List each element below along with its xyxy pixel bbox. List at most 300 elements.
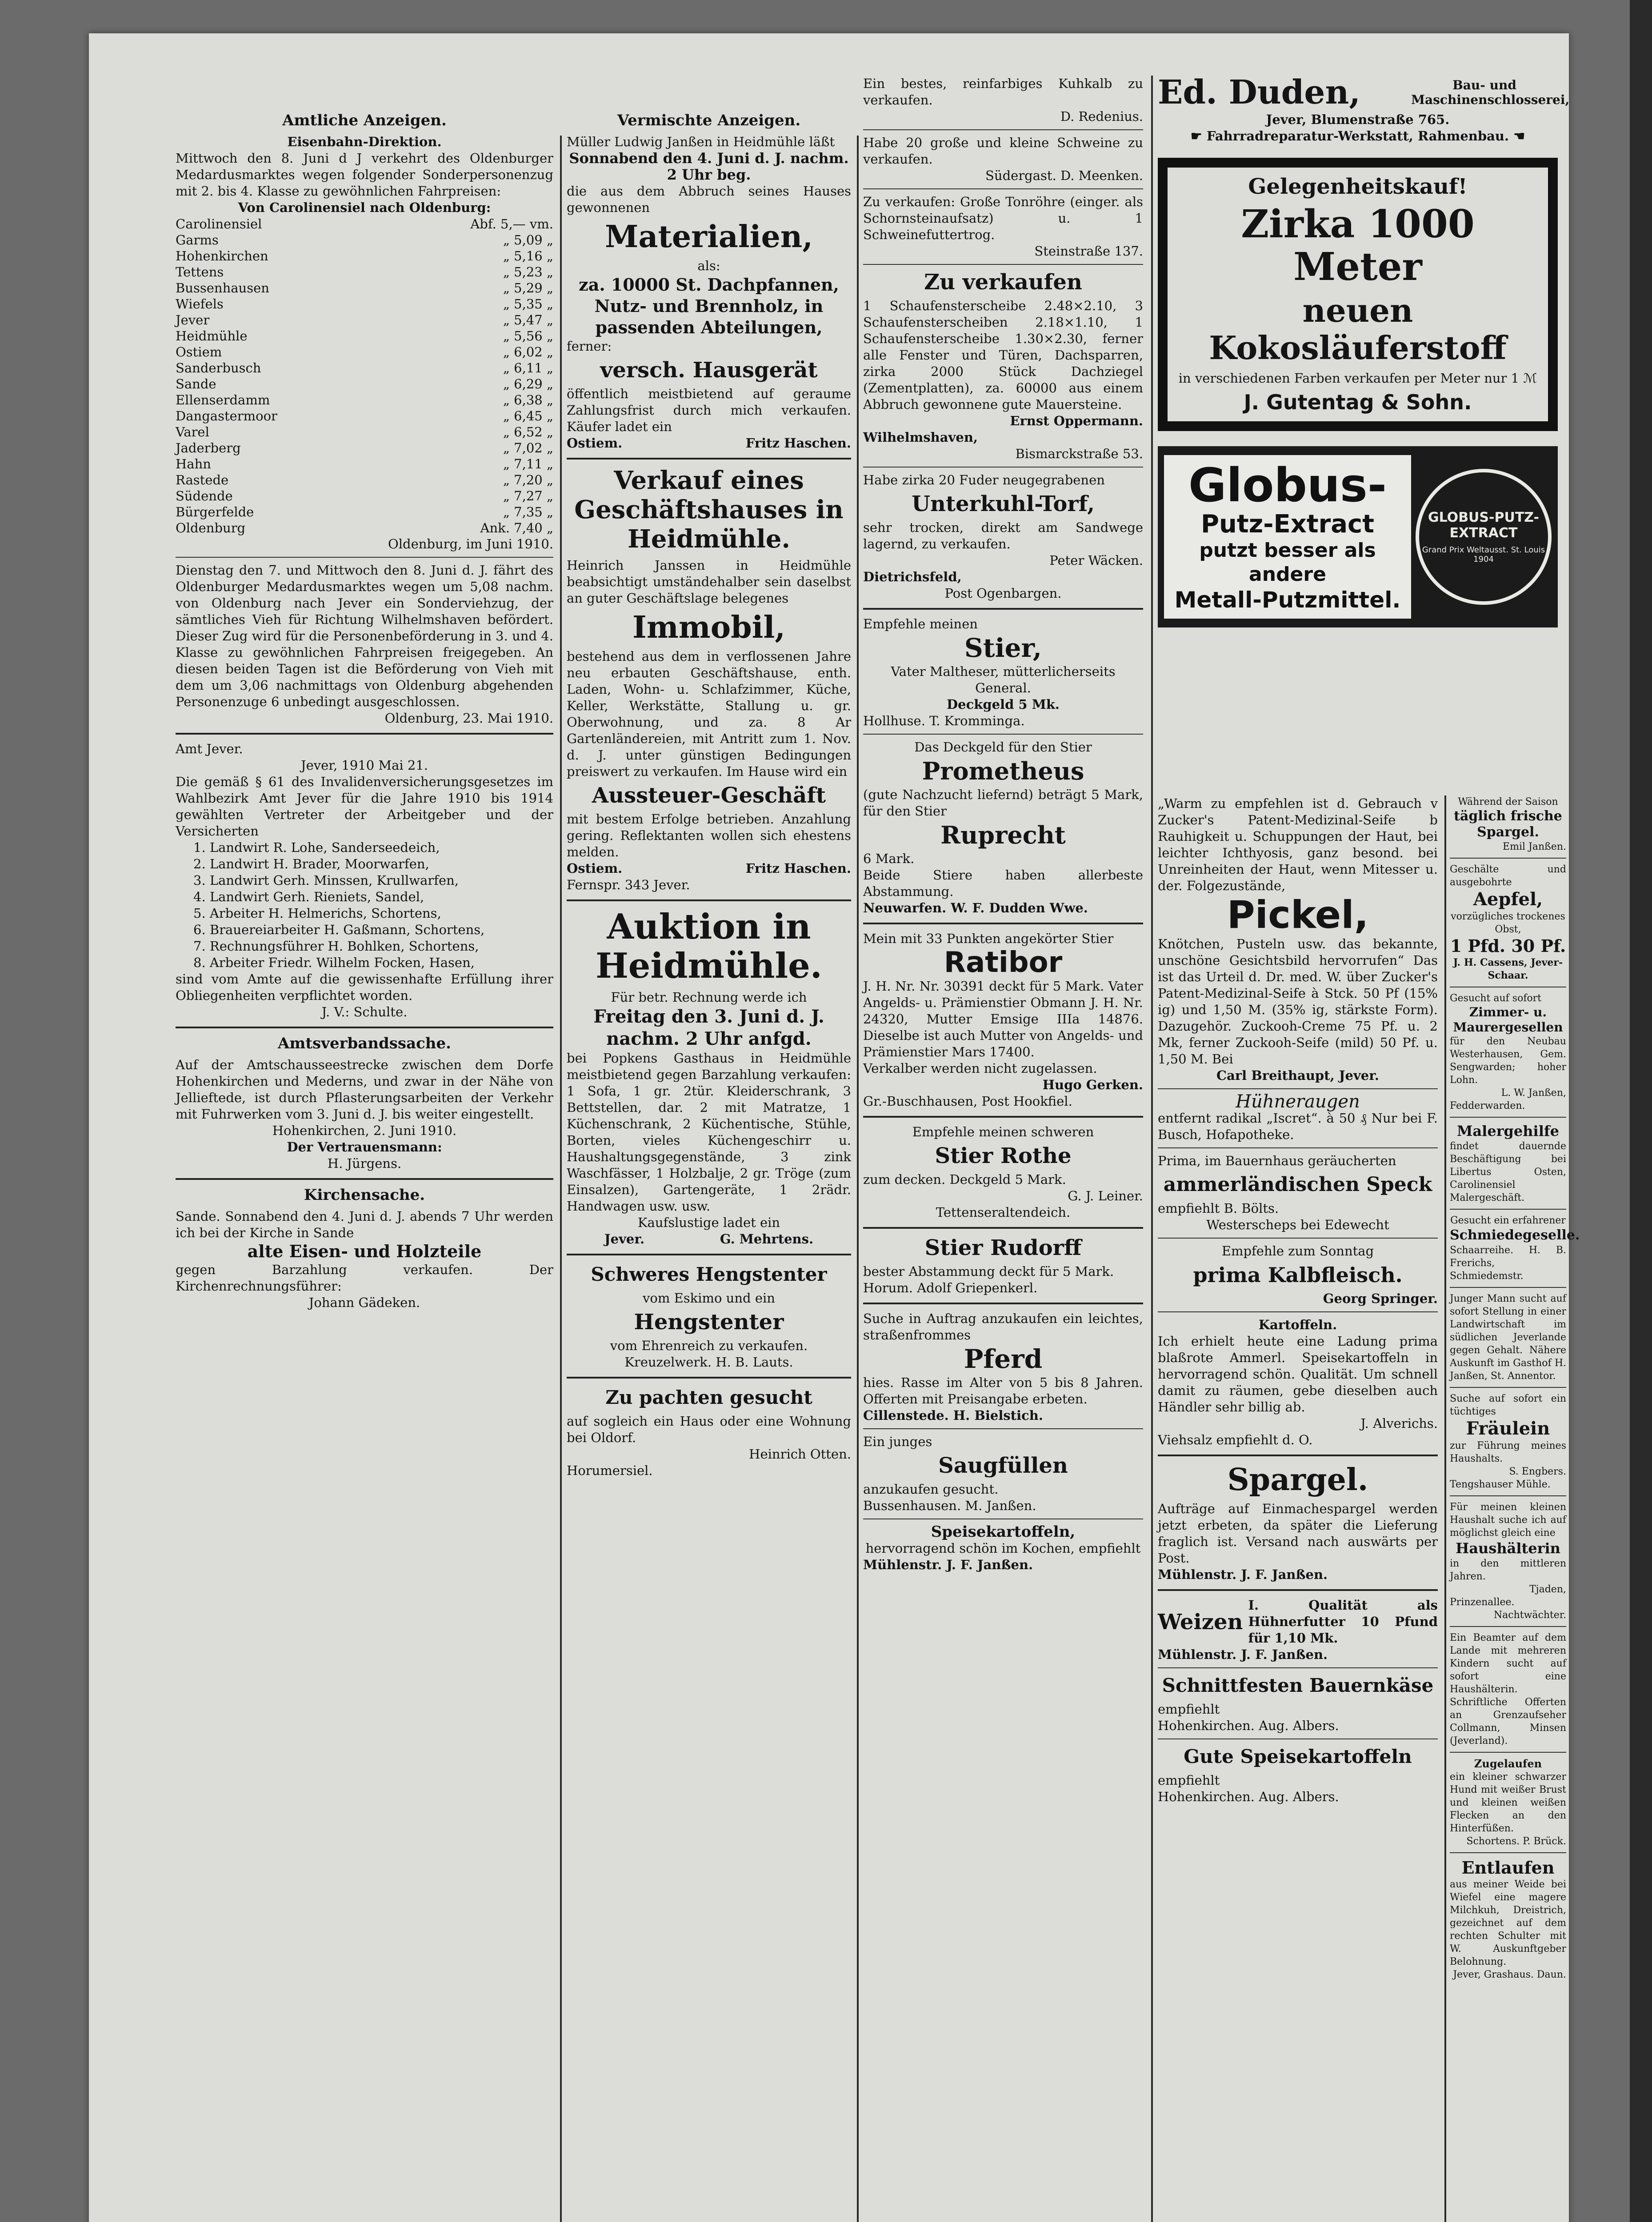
- station-name: Garms: [176, 232, 219, 248]
- ad-sign: Bussenhausen. M. Janßen.: [863, 1498, 1036, 1513]
- ad-sign: Hugo Gerken.: [1042, 1077, 1143, 1092]
- divider: [176, 1027, 553, 1028]
- ad-text: für den Neubau Westerhausen, Gem. Sengwarden; hoher Lohn.: [1450, 1036, 1566, 1086]
- ad-text: Ein bestes, reinfarbiges Kuhkalb zu verkaufen.: [863, 76, 1143, 108]
- ad-title: Zimmer- u. Maurergesellen: [1453, 1005, 1563, 1035]
- sign-name: Fritz Haschen.: [745, 436, 851, 451]
- station-time: „ 6,29 „: [503, 376, 553, 392]
- ad-text: ferner:: [567, 339, 612, 354]
- rail2-date: Oldenburg, 23. Mai 1910.: [384, 711, 553, 726]
- ad-sign: Jever, Grashaus. Daun.: [1453, 1969, 1566, 1980]
- ad-place: Viehsalz empfiehlt d. O.: [1158, 1432, 1313, 1447]
- ad-place: Tettenseraltendeich.: [936, 1205, 1071, 1220]
- station-name: Ellenserdamm: [176, 392, 270, 408]
- ad-sign: Schaarreihe. H. B. Frerichs, Schmiedemstr.: [1450, 1245, 1566, 1282]
- station-name: Dangastermoor: [176, 408, 277, 424]
- station-time: „ 5,29 „: [503, 280, 553, 296]
- timetable-row: [176, 264, 553, 280]
- ad-title: Entlaufen: [1461, 1858, 1555, 1878]
- divider: [863, 264, 1143, 265]
- ad-title: Schweres Hengstenter: [591, 1263, 827, 1285]
- ad-items: za. 10000 St. Dachpfannen, Nutz- und Brennholz, in passenden Abteilungen,: [579, 275, 839, 337]
- duden-name: Ed. Duden,: [1158, 73, 1361, 112]
- sign-place: Ostiem.: [567, 861, 623, 876]
- list-item: 2. Landwirt H. Brader, Moorwarfen,: [193, 856, 429, 871]
- ad-sign: Ernst Oppermann.: [1010, 413, 1143, 428]
- ad-text: hies. Rasse im Alter von 5 bis 8 Jahren. Offerten mit Preisangabe erbeten.: [863, 1375, 1143, 1407]
- divider: [863, 1116, 1143, 1118]
- list-item: 4. Landwirt Gerh. Rieniets, Sandel,: [193, 889, 424, 904]
- ad-title: Pickel,: [1227, 893, 1369, 937]
- timetable-row: [176, 376, 553, 392]
- station-time: „ 5,56 „: [503, 328, 553, 344]
- divider: [863, 467, 1143, 468]
- divider: [863, 734, 1143, 735]
- station-time: „ 7,02 „: [503, 440, 553, 456]
- ad-title: Zugelaufen: [1474, 1757, 1542, 1770]
- divider: [1450, 1387, 1566, 1388]
- ad-text: Das Deckgeld für den Stier: [914, 739, 1092, 755]
- amt-close: sind vom Amte auf die gewissenhafte Erfüllung ihrer Obliegenheiten verpflichtet worden.: [176, 971, 553, 1003]
- ad-sign: Cillenstede. H. Bielstich.: [863, 1408, 1043, 1423]
- ad-sign: L. W. Janßen,: [1501, 1087, 1566, 1099]
- station-name: Oldenburg: [176, 520, 246, 536]
- divider: [863, 129, 1143, 130]
- ad-sign: Georg Springer.: [1323, 1291, 1438, 1306]
- station-time: „ 6,52 „: [503, 424, 553, 440]
- ad-text: als:: [697, 258, 720, 273]
- ad-post: Post Ogenbargen.: [944, 586, 1062, 601]
- ad-text: Gesucht ein erfahrener: [1450, 1215, 1566, 1226]
- timetable-row: [176, 360, 553, 376]
- route-title: Von Carolinensiel nach Oldenburg:: [238, 200, 491, 215]
- column-4-ads: [1158, 795, 1438, 1805]
- globus-ad: [1158, 446, 1558, 627]
- duden-ad: [1158, 73, 1570, 112]
- ad-text: Ich erhielt heute eine Ladung prima blaßrote Ammerl. Speisekartoffeln in hervorragend schön. Qualität. Um schnell damit zu räumen, gebe dieselben auch Händler sehr billig ab.: [1158, 1334, 1438, 1415]
- ad-title: Auktion in Heidmühle.: [596, 907, 822, 986]
- timetable-row: [176, 248, 553, 264]
- timetable-row: [176, 280, 553, 296]
- sign-place: Ostiem.: [567, 436, 623, 451]
- duden-addr: Jever, Blumenstraße 765.: [1266, 112, 1450, 127]
- av-sign1: Der Vertrauensmann:: [287, 1139, 442, 1155]
- station-time: „ 6,45 „: [503, 408, 553, 424]
- ad-text: Kaufslustige ladet ein: [637, 1215, 780, 1230]
- ad-text: die aus dem Abbruch seines Hauses gewonnenen: [567, 184, 851, 215]
- ks-header: Kirchensache.: [304, 1186, 425, 1204]
- av-header: Amtsverbandssache.: [277, 1035, 451, 1052]
- station-time: „ 7,20 „: [503, 472, 553, 488]
- amt-header: Amt Jever.: [176, 741, 243, 756]
- ad-text: I. Qualität als Hühnerfutter 10 Pfund für 1,10 Mk.: [1248, 1598, 1438, 1646]
- station-name: Bussenhausen: [176, 280, 269, 296]
- ad-place: Dietrichsfeld,: [863, 569, 962, 584]
- ad-sign: J. H. Cassens, Jever-Schaar.: [1453, 957, 1563, 981]
- ad-text: anzukaufen gesucht.: [863, 1482, 999, 1497]
- ad-sign: Hohenkirchen. Aug. Albers.: [1158, 1718, 1339, 1733]
- column-rule: [1151, 76, 1153, 2222]
- ad-title: Pferd: [964, 1344, 1043, 1374]
- ad-sign: G. J. Leiner.: [1068, 1188, 1143, 1203]
- amt-date: Jever, 1910 Mai 21.: [300, 758, 428, 773]
- ad-place: Wilhelmshaven,: [863, 430, 978, 445]
- duden-sub: Bau- und Maschinenschlosserei,: [1411, 78, 1570, 107]
- gel-line1: Zirka 1000 Meter: [1241, 202, 1475, 289]
- list-item: 3. Landwirt Gerh. Minssen, Krullwarfen,: [193, 873, 459, 888]
- hand-pointer-icon: ☚: [1509, 128, 1525, 144]
- ad-sign: Mühlenstr. J. F. Janßen.: [863, 1557, 1033, 1572]
- column-vermischte-anzeigen: [567, 109, 851, 1479]
- divider: [863, 608, 1143, 610]
- ad-title: Gute Speisekartoffeln: [1184, 1746, 1412, 1767]
- ad-title: täglich frische Spargel.: [1454, 808, 1562, 840]
- sign-name: Fritz Haschen.: [745, 861, 851, 876]
- ad-text: entfernt radikal „Iscret“. à 50 ₰ Nur bei F. Busch, Hofapotheke.: [1158, 1111, 1438, 1142]
- ad-title: ammerländischen Speck: [1163, 1173, 1432, 1196]
- timetable-row: [176, 344, 553, 360]
- ad-text: bestehend aus dem in verflossenen Jahre neu erbauten Geschäftshause, enth. Laden, Wohn- u. Schlafzimmer, Küche, Keller, Werkstätte, Stallung u. gr. Oberwohnung, und za. 8 Ar Gartenländereien, mit Antritt zum 1. Nov. d. J. unter günstigen Bedingungen preiswert zu verkaufen. Im Hause wird ein: [567, 649, 851, 779]
- station-time: „ 7,11 „: [503, 456, 553, 472]
- ad-sign: S. Engbers.: [1509, 1466, 1566, 1477]
- section-header: Amtliche Anzeigen.: [282, 112, 447, 129]
- ad-title: 1 Pfd. 30 Pf.: [1450, 936, 1566, 956]
- timetable-row: [176, 232, 553, 248]
- ad-text: Geschälte und ausgebohrte: [1450, 864, 1566, 888]
- rail-header: Eisenbahn-Direktion.: [287, 134, 442, 149]
- timetable-row: [176, 312, 553, 328]
- ad-sign: Carl Breithaupt, Jever.: [1216, 1068, 1379, 1083]
- ad-place: Prinzenallee.: [1450, 1597, 1515, 1608]
- ad-sign: Hollhuse. T. Kromminga.: [863, 713, 1025, 728]
- ad-place: Gr.-Buschhausen, Post Hookfiel.: [863, 1094, 1072, 1109]
- divider: [567, 1377, 851, 1379]
- ad-title: Immobil,: [632, 610, 785, 645]
- divider: [176, 1178, 553, 1180]
- sign-place: Jever.: [604, 1231, 645, 1247]
- ad-text: Suche auf sofort ein tüchtiges: [1450, 1393, 1566, 1417]
- ad-text: empfiehlt: [1158, 1773, 1220, 1788]
- ad-text: Knötchen, Pusteln usw. das bekannte, unschöne Gesichtsbild hervorrufen“ Das ist das Urteil d. Dr. med. W. über Zucker's Patent-Medizinal-Seife à Stck. 50 Pf (15% ig) und 1,50 M. (35% ig, stärkste Form). Dazugehör. Zuckooh-Creme 75 Pf. u. 2 Mk, ferner Zuckooh-Seife (mild) 50 Pf. u. 1,50 M. Bei: [1158, 936, 1438, 1067]
- ad-sign: Steinstraße 137.: [1034, 244, 1143, 259]
- divider: [1158, 1147, 1438, 1148]
- ad-text: Aufträge auf Einmachespargel werden jetzt erbeten, da später die Lieferung fraglich ist. Versand nach auswärts per Post.: [1158, 1501, 1438, 1566]
- globus-seal-text2: Grand Prix Weltausst. St. Louis 1904: [1422, 545, 1545, 564]
- station-time: Ank. 7,40 „: [480, 520, 553, 536]
- weizen-ad: [1158, 1597, 1438, 1647]
- column-rule: [560, 136, 562, 2222]
- ad-text: bester Abstammung deckt für 5 Mark.: [863, 1264, 1114, 1279]
- ad-title: Hühneraugen: [1236, 1091, 1360, 1112]
- scanner-edge: [1630, 0, 1652, 2222]
- ad-text: Mein mit 33 Punkten angekörter Stier: [863, 931, 1114, 946]
- column-4-wide-ads: [1158, 73, 1570, 627]
- ad-text: öffentlich meistbietend auf geraume Zahlungsfrist durch mich verkaufen. Käufer ladet ein: [567, 386, 851, 434]
- station-time: „ 6,38 „: [503, 392, 553, 408]
- divider: [1450, 1852, 1566, 1853]
- divider: [567, 899, 851, 901]
- ad-text: Suche in Auftrag anzukaufen ein leichtes, straßenfrommes: [863, 1311, 1143, 1343]
- av-date: Hohenkirchen, 2. Juni 1910.: [272, 1123, 457, 1138]
- column-5-ads: [1450, 795, 1580, 1981]
- list-item: 7. Rechnungsführer H. Bohlken, Schortens,: [193, 939, 479, 954]
- ad-text: ein kleiner schwarzer Hund mit weißer Brust und kleinen weißen Flecken an den Hinterfüßen.: [1450, 1771, 1566, 1834]
- ks-big: alte Eisen- und Holzteile: [247, 1241, 482, 1261]
- ad-text: Heinrich Janssen in Heidmühle beabsichtigt umständehalber sein daselbst an guter Geschäftslage belegenes: [567, 558, 851, 606]
- divider: [1450, 1117, 1566, 1118]
- timetable-row: [176, 408, 553, 424]
- ad-title: Saugfüllen: [938, 1453, 1068, 1478]
- ad-fee: Deckgeld 5 Mk.: [946, 697, 1060, 712]
- station-name: Jever: [176, 312, 210, 328]
- ad-text: Beide Stiere haben allerbeste Abstammung.: [863, 867, 1143, 899]
- ad-title: Schmiedegeselle.: [1450, 1227, 1580, 1243]
- ad-text: Während der Saison: [1458, 796, 1558, 807]
- ad-text: Junger Mann sucht auf sofort Stellung in einer Landwirtschaft im südlichen Jeverlande gegen Gehalt. Nähere Auskunft im Gasthof H. Janßen, St. Annentor.: [1450, 1293, 1566, 1382]
- divider: [1450, 1209, 1566, 1210]
- gelegenheitskauf-ad: [1158, 158, 1558, 431]
- ad-sign: Mühlenstr. J. F. Janßen.: [1158, 1567, 1328, 1582]
- ad-sign: Emil Janßen.: [1503, 841, 1566, 852]
- column-rule: [857, 136, 859, 2222]
- ad-sign: Peter Wäcken.: [1049, 553, 1143, 568]
- timetable-row: [176, 488, 553, 504]
- divider: [1158, 1238, 1438, 1239]
- divider: [863, 1227, 1143, 1229]
- ad-text: aus meiner Weide bei Wiefel eine magere Milchkuh, Dreistrich, gezeichnet auf dem rechten Schulter mit W. Auskunftgeber Belohnung.: [1450, 1879, 1566, 1967]
- ad-text: empfiehlt B. Bölts.: [1158, 1201, 1279, 1216]
- ad-text: sehr trocken, direkt am Sandwege lagernd, zu verkaufen.: [863, 520, 1143, 552]
- timetable-row: [176, 216, 553, 232]
- ad-text: vom Ehrenreich zu verkaufen.: [610, 1338, 808, 1353]
- av-sign2: H. Jürgens.: [327, 1156, 402, 1171]
- divider: [176, 733, 553, 735]
- duden-repair: [1158, 128, 1558, 144]
- ad-title: Verkauf eines Geschäftshauses in Heidmühle.: [574, 466, 844, 554]
- ad-title: Spargel.: [1227, 1462, 1368, 1498]
- divider: [176, 557, 553, 558]
- list-item: 1. Landwirt R. Lohe, Sanderseedeich,: [193, 840, 440, 855]
- ad-title: Schnittfesten Bauernkäse: [1162, 1674, 1434, 1696]
- ad-text: Ein junges: [863, 1434, 932, 1449]
- gel-text: in verschiedenen Farben verkaufen per Meter nur 1 ℳ: [1178, 371, 1537, 386]
- ad-title: Ruprecht: [940, 821, 1066, 849]
- ks-text: Sande. Sonnabend den 4. Juni d. J. abends 7 Uhr werden ich bei der Kirche in Sande: [176, 1209, 553, 1240]
- ad-text: Prima, im Bauernhaus geräucherten: [1158, 1153, 1396, 1168]
- station-time: „ 7,27 „: [503, 488, 553, 504]
- ad-title: Stier Rudorff: [924, 1235, 1082, 1260]
- station-name: Sande: [176, 376, 216, 392]
- rail2-text: Dienstag den 7. und Mittwoch den 8. Juni d. J. fährt des Oldenburger Medardusmarktes wegen um 5,08 nachm. von Oldenburg nach Jever ein Sonderviehzug, der sämtliches Vieh für Richtung Wilhelmshaven befördert. Dieser Zug wird für die Personenbeförderung in 3. und 4. Klasse zu gewöhnlichen Fahrpreisen freigegeben. An diesen beiden Tagen ist die Beförderung von Vieh mit dem um 3,06 nachmittags von Oldenburg abgehenden Personenzuge 6 unbedingt ausgeschlossen.: [176, 563, 553, 709]
- amt-sign: J. V.: Schulte.: [321, 1004, 408, 1019]
- ad-sign: Hohenkirchen. Aug. Albers.: [1158, 1789, 1339, 1804]
- ad-title: prima Kalbfleisch.: [1193, 1263, 1403, 1287]
- globus-line2: Metall-Putzmittel.: [1174, 587, 1401, 613]
- ad-date: Freitag den 3. Juni d. J. nachm. 2 Uhr anfgd.: [593, 1006, 824, 1049]
- ad-text: 1 Schaufensterscheibe 2.48×2.10, 3 Schaufensterscheiben 2.18×1.10, 1 Schaufensterscheibe 1.30×2.30, ferner alle Fenster und Türen, Dachsparren, zirka 2000 Stück Dachziegel (Zementplatten), za. 60000 aus einem Abbruch gewonnene gute Mauersteine.: [863, 298, 1143, 412]
- divider: [1158, 1738, 1438, 1739]
- ad-place: Tengshauser Mühle.: [1450, 1479, 1551, 1490]
- divider: [863, 923, 1143, 924]
- sign-name: G. Mehrtens.: [720, 1231, 814, 1247]
- gel-line2: neuen Kokosläuferstoff: [1209, 292, 1507, 367]
- ad-sign: Tjaden,: [1529, 1584, 1566, 1595]
- ad-text: J. H. Nr. Nr. 30391 deckt für 5 Mark. Vater Angelds- u. Prämienstier Obmann J. H. Nr. 24320, Mutter Emsige IIIa 14876. Dieselbe ist auch Mutter von Angelds- und Prämienstier Mars 17400.: [863, 979, 1143, 1059]
- rail-intro: Mittwoch den 8. Juni d J verkehrt des Oldenburger Medardusmarktes wegen folgender Sonderpersonenzug mit 2. bis 4. Klasse zu gewöhnlichen Fahrpreisen:: [176, 151, 553, 199]
- ad-text: empfiehlt: [1158, 1702, 1220, 1717]
- station-time: Abf. 5,— vm.: [470, 216, 553, 232]
- divider: [863, 1303, 1143, 1304]
- timetable-row: [176, 392, 553, 408]
- amt-list: [176, 839, 553, 971]
- ad-text: Vater Maltheser, mütterlicherseits General.: [891, 664, 1116, 695]
- ad-text: vom Eskimo und ein: [643, 1291, 775, 1306]
- timetable-row: [176, 328, 553, 344]
- gel-title: Gelegenheitskauf!: [1248, 174, 1468, 199]
- station-name: Hohenkirchen: [176, 248, 268, 264]
- timetable-row: [176, 456, 553, 472]
- station-name: Tettens: [176, 264, 224, 280]
- column-rule: [1444, 795, 1446, 2222]
- ad-title: Hengstenter: [634, 1310, 784, 1335]
- ad-text: „Warm zu empfehlen ist d. Gebrauch v Zucker's Patent-Medizinal-Seife b Rauhigkeit u. Schuppungen der Haut, bei leichter Ichthyosis, ganz besond. bei Unreinheiten der Haut, wenn Mitesser u. der. Folgezustände,: [1158, 796, 1438, 893]
- list-item: 8. Arbeiter Friedr. Wilhelm Focken, Hasen,: [193, 955, 475, 970]
- ad-text: findet dauernde Beschäftigung bei Libertus Osten, Carolinensiel Malergeschäft.: [1450, 1141, 1566, 1203]
- station-name: Varel: [176, 424, 209, 440]
- timetable-row: [176, 296, 553, 312]
- column-3-ads: [863, 76, 1143, 1573]
- ks-text2: gegen Barzahlung verkaufen. Der Kirchenrechnungsführer:: [176, 1262, 553, 1294]
- ad-sign: Heinrich Otten.: [749, 1447, 851, 1462]
- ad-text: Müller Ludwig Janßen in Heidmühle läßt: [567, 134, 835, 149]
- ad-sign: Schortens. P. Brück.: [1466, 1836, 1566, 1847]
- ad-sign: [567, 860, 851, 877]
- globus-sub: Putz-Extract: [1200, 510, 1375, 539]
- divider: [567, 1254, 851, 1255]
- station-time: „ 6,11 „: [503, 360, 553, 376]
- amt-text: Die gemäß § 61 des Invalidenversicherungsgesetzes im Wahlbezirk Amt Jever für die Jahre 1910 bis 1914 gewählten Vertreter der Arbeitgeber und der Versicherten: [176, 774, 553, 839]
- ad-title: Materialien,: [605, 219, 813, 255]
- ad-text: Ein Beamter auf dem Lande mit mehreren Kindern sucht auf sofort eine Haushälterin. Schriftliche Offerten an Grenzaufseher Collmann, Minsen (Jeverland).: [1450, 1632, 1566, 1746]
- ad-title: Weizen: [1158, 1609, 1243, 1635]
- ad-title: Zu pachten gesucht: [605, 1387, 812, 1408]
- divider: [1158, 1088, 1438, 1089]
- section-header: Vermischte Anzeigen.: [617, 112, 801, 129]
- ad-sign: Horum. Adolf Griepenkerl.: [863, 1280, 1038, 1295]
- ad-sign: Mühlenstr. J. F. Janßen.: [1158, 1647, 1328, 1662]
- timetable: [176, 216, 553, 536]
- gel-sign: J. Gutentag & Sohn.: [1244, 390, 1472, 414]
- ad-title: Ratibor: [944, 946, 1063, 979]
- ad-text: Für meinen kleinen Haushalt suche ich auf möglichst gleich eine: [1450, 1502, 1566, 1539]
- divider: [1450, 1495, 1566, 1496]
- ad-title: Unterkuhl-Torf,: [912, 492, 1095, 516]
- station-time: „ 6,02 „: [503, 344, 553, 360]
- ad-text: Gesucht auf sofort: [1450, 993, 1542, 1004]
- timetable-row: [176, 440, 553, 456]
- station-time: „ 7,35 „: [503, 504, 553, 520]
- station-name: Wiefels: [176, 296, 224, 312]
- globus-textbox: [1164, 455, 1411, 619]
- divider: [1450, 858, 1566, 859]
- divider: [1158, 1589, 1438, 1591]
- ad-text: Für betr. Rechnung werde ich: [611, 990, 807, 1005]
- ad-text: Habe 20 große und kleine Schweine zu verkaufen.: [863, 135, 1143, 167]
- ad-sign: Neuwarfen. W. F. Dudden Wwe.: [863, 900, 1088, 915]
- ad-text: 6 Mark.: [863, 851, 915, 866]
- ad-text: Verkalber werden nicht zugelassen.: [863, 1061, 1097, 1076]
- ad-sign: Kreuzelwerk. H. B. Lauts.: [624, 1355, 793, 1370]
- ad-text: (gute Nachzucht liefernd) beträgt 5 Mark, für den Stier: [863, 787, 1143, 819]
- globus-line: putzt besser als andere: [1199, 539, 1376, 586]
- ad-sign: Südergast. D. Meenken.: [985, 168, 1143, 183]
- ad-subtitle: Aussteuer-Geschäft: [592, 783, 826, 808]
- hand-pointer-icon: ☛: [1190, 128, 1207, 144]
- station-name: Ostiem: [176, 344, 222, 360]
- ks-sign: Johann Gädeken.: [308, 1295, 420, 1310]
- ad-title: Stier Rothe: [935, 1143, 1072, 1168]
- station-time: „ 5,35 „: [503, 296, 553, 312]
- duden-repair-text: Fahrradreparatur-Werkstatt, Rahmenbau.: [1206, 128, 1509, 144]
- newspaper-page: [89, 33, 1580, 2222]
- globus-seal-text: GLOBUS-PUTZ-EXTRACT: [1428, 510, 1539, 541]
- globus-name: Globus-: [1188, 458, 1387, 512]
- ad-place: Horumersiel.: [567, 1463, 653, 1478]
- ad-text: Empfehle meinen: [863, 616, 978, 631]
- station-time: „ 5,23 „: [503, 264, 553, 280]
- globus-seal-icon: [1416, 469, 1552, 605]
- station-name: Hahn: [176, 456, 211, 472]
- ad-phone: Fernspr. 343 Jever.: [567, 877, 690, 892]
- column-amtliche-anzeigen: [176, 109, 553, 1311]
- divider: [1158, 1311, 1438, 1312]
- station-time: „ 5,09 „: [503, 232, 553, 248]
- ad-title: Speisekartoffeln,: [931, 1523, 1076, 1541]
- ad-text: Habe zirka 20 Fuder neugegrabenen: [863, 472, 1105, 488]
- timetable-row: [176, 472, 553, 488]
- ad-date: Sonnabend den 4. Juni d. J. nachm. 2 Uhr beg.: [569, 150, 849, 183]
- timetable-row: [176, 504, 553, 520]
- ad-place: Fedderwarden.: [1450, 1100, 1525, 1111]
- ad-title: Kartoffeln.: [1258, 1317, 1337, 1332]
- ad-text: hervorragend schön im Kochen, empfiehlt: [865, 1541, 1141, 1556]
- station-time: „ 5,47 „: [503, 312, 553, 328]
- divider: [1450, 1626, 1566, 1627]
- station-name: Carolinensiel: [176, 216, 262, 232]
- ad-text: Zu verkaufen: Große Tonröhre (einger. als Schornsteinaufsatz) u. 1 Schweinefuttertrog.: [863, 194, 1143, 242]
- ad-title: Prometheus: [922, 757, 1084, 785]
- ad-title: Haushälterin: [1456, 1540, 1560, 1557]
- ad-text: Empfehle meinen schweren: [912, 1124, 1094, 1139]
- ad-text: vorzügliches trockenes Obst,: [1451, 911, 1565, 935]
- divider: [1450, 1287, 1566, 1288]
- ad-text: zur Führung meines Haushalts.: [1450, 1440, 1566, 1464]
- divider: [863, 188, 1143, 189]
- divider: [1158, 1667, 1438, 1668]
- ad-text: Empfehle zum Sonntag: [1221, 1243, 1374, 1259]
- ad-title: Aepfel,: [1473, 889, 1543, 910]
- ad-subtitle: versch. Hausgerät: [600, 358, 818, 383]
- divider: [567, 458, 851, 460]
- rail-date: Oldenburg, im Juni 1910.: [388, 536, 553, 552]
- ad-title: Zu verkaufen: [924, 270, 1082, 295]
- station-name: Heidmühle: [176, 328, 248, 344]
- av-text: Auf der Amtschausseestrecke zwischen dem Dorfe Hohenkirchen und Mederns, und zwar in der Nähe von Jellieftede, ist durch Pflasterungsarbeiten der Verkehr mit Fuhrwerken vom 3. Juni d. J. bis weiter eingestellt.: [176, 1057, 553, 1122]
- divider: [863, 1428, 1143, 1429]
- list-item: 6. Brauereiarbeiter H. Gaßmann, Schortens,: [193, 922, 485, 937]
- divider: [1450, 1752, 1566, 1753]
- ad-text: bei Popkens Gasthaus in Heidmühle meistbietend gegen Barzahlung verkaufen: 1 Sofa, 1 gr. 2tür. Kleiderschrank, 3 Bettstellen, dar. 2 mit Matratze, 1 Küchenschrank, 2 Küchentische, Stühle, Borten, vieles Küchengeschirr u. Haushaltungsgegenstände, 3 zink Waschfässer, 1 Holzbalje, 2 gr. Tröge (zum Einsalzen), Gartengeräte, 1 2rädr. Handwagen usw. usw.: [567, 1051, 851, 1214]
